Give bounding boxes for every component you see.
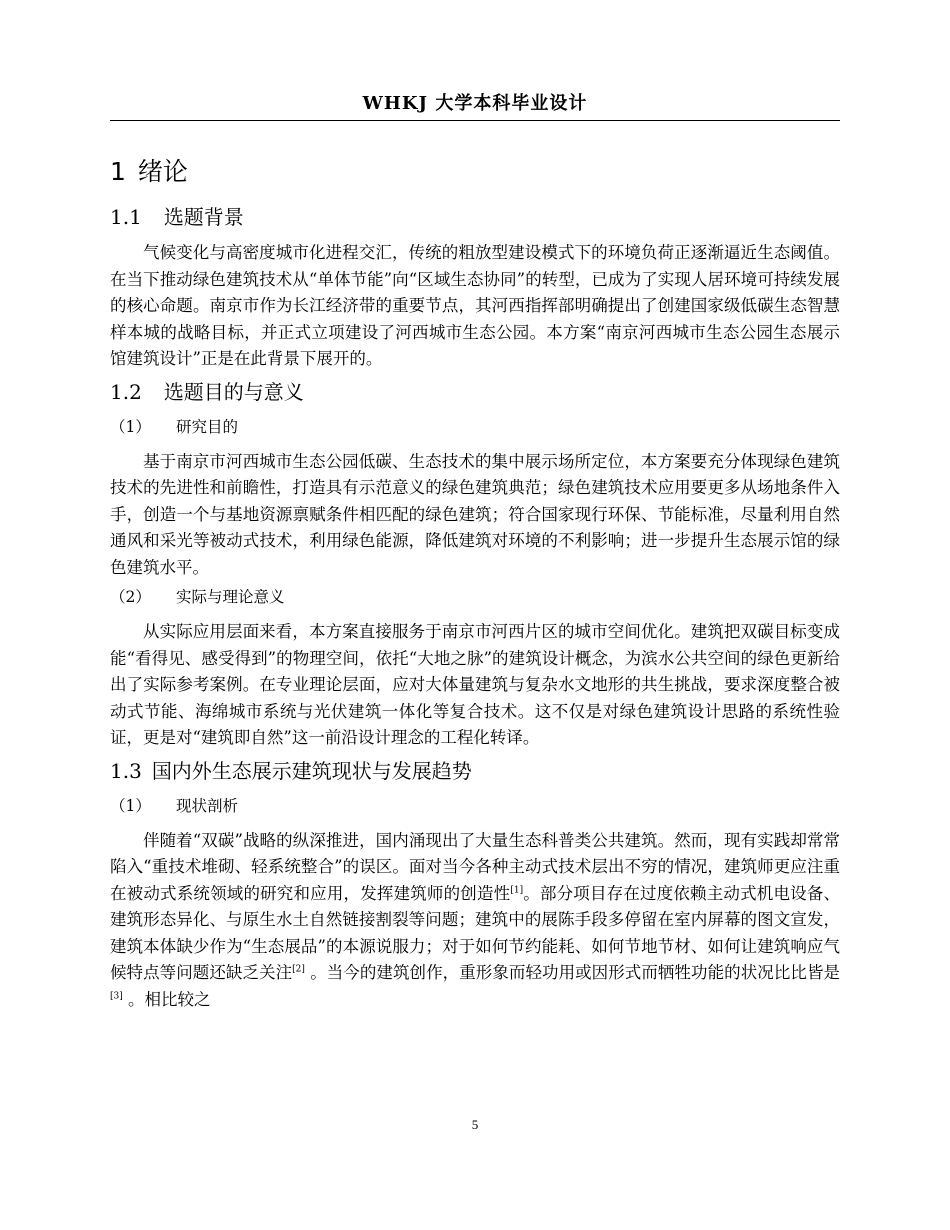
paragraph-background: 气候变化与高密度城市化进程交汇，传统的粗放型建设模式下的环境负荷正逐渐逼近生态阈值。在当下推动绿色建筑技术从“单体节能”向“区域生态协同”的转型，已成为了实现人居环境可持续发展的核心命题。南京市作为长江经济带的重要节点，其河西指挥部明确提出了创建国家级低碳生态智慧样本城的战略目标，并正式立项建设了河西城市生态公园。本方案“南京河西城市生态公园生态展示馆建筑设计”正是在此背景下展开的。 [110, 243, 840, 368]
chapter-number: 1 [110, 157, 126, 186]
subsection-heading-purpose [110, 415, 840, 439]
chapter-heading [110, 154, 840, 190]
header-rule [110, 120, 840, 121]
paragraph-text: 。部分项目存在过度依赖主动式机电设备、建筑形态异化、与原生水土自然链接割裂等问题；建筑中的展陈手段多停留在室内屏幕的图文宣发，建筑本体缺少作为“生态展品”的本源说服力；对于如何节约能耗、如何节地节材、如何让建筑响应气候特点等问题还缺乏关注 [110, 883, 841, 982]
citation-reference[interactable]: [2] [292, 964, 305, 975]
document-page [110, 0, 840, 1230]
subsection-number: （2） [110, 588, 151, 606]
paragraph-status [110, 828, 840, 1014]
section-title: 选题背景 [163, 205, 244, 229]
subsection-number: （1） [110, 796, 151, 815]
section-heading-1-1 [110, 202, 840, 232]
citation-reference[interactable]: [3] [110, 991, 123, 1001]
section-number: 1.1 [110, 205, 142, 229]
section-heading-1-2 [110, 377, 840, 407]
subsection-heading-status [110, 794, 840, 818]
citation-reference[interactable]: [1] [510, 885, 524, 895]
paragraph-text: 。当今的建筑创作，重形象而轻功用或因形式而牺牲功能的状况比比皆是 [304, 963, 840, 982]
running-header: WHKJ 大学本科毕业设计 [362, 93, 588, 114]
subsection-title: 实际与理论意义 [176, 588, 285, 606]
section-title: 选题目的与意义 [163, 379, 304, 404]
paragraph-text: 伴随着“双碳”战略的纵深推进，国内涌现出了大量生态科普类公共建筑。然而，现有实践却常常陷入“重技术堆砌、轻系统整合”的误区。面对当今各种主动式技术层出不穷的情况，建筑师更应注重在被动式系统领域的研究和应用，发挥建筑师的创造性 [110, 830, 840, 903]
subsection-title: 现状剖析 [176, 796, 239, 815]
section-number: 1.2 [110, 379, 142, 404]
paragraph-purpose: 基于南京市河西城市生态公园低碳、生态技术的集中展示场所定位，本方案要充分体现绿色建筑技术的先进性和前瞻性，打造具有示范意义的绿色建筑典范；绿色建筑技术应用要更多从场地条件入手，创造一个与基地资源禀赋条件相匹配的绿色建筑；符合国家现行环保、节能标准，尽量利用自然通风和采光等被动式技术，利用绿色能源，降低建筑对环境的不利影响；进一步提升生态展示馆的绿色建筑水平。 [110, 451, 840, 577]
subsection-title: 研究目的 [176, 417, 239, 436]
paragraph-significance: 从实际应用层面来看，本方案直接服务于南京市河西片区的城市空间优化。建筑把双碳目标变成能“看得见、感受得到”的物理空间，依托“大地之脉”的建筑设计概念，为滨水公共空间的绿色更新给出了实际参考案例。在专业理论层面，应对大体量建筑与复杂水文地形的共生挑战，要求深度整合被动式节能、海绵城市系统与光伏建筑一体化等复合技术。这不仅是对绿色建筑设计思路的系统性验证，更是对“建筑即自然”这一前沿设计理念的工程化转译。 [110, 622, 840, 747]
subsection-heading-significance [110, 585, 840, 609]
page-number: 5 [471, 1117, 479, 1132]
chapter-title: 绪论 [137, 157, 188, 186]
page-content [110, 150, 840, 1017]
section-heading-1-3 [110, 756, 840, 786]
subsection-number: （1） [110, 417, 151, 436]
paragraph-text: 。相比较之 [122, 989, 211, 1009]
section-number: 1.3 [110, 758, 142, 783]
section-title: 国内外生态展示建筑现状与发展趋势 [151, 758, 472, 783]
